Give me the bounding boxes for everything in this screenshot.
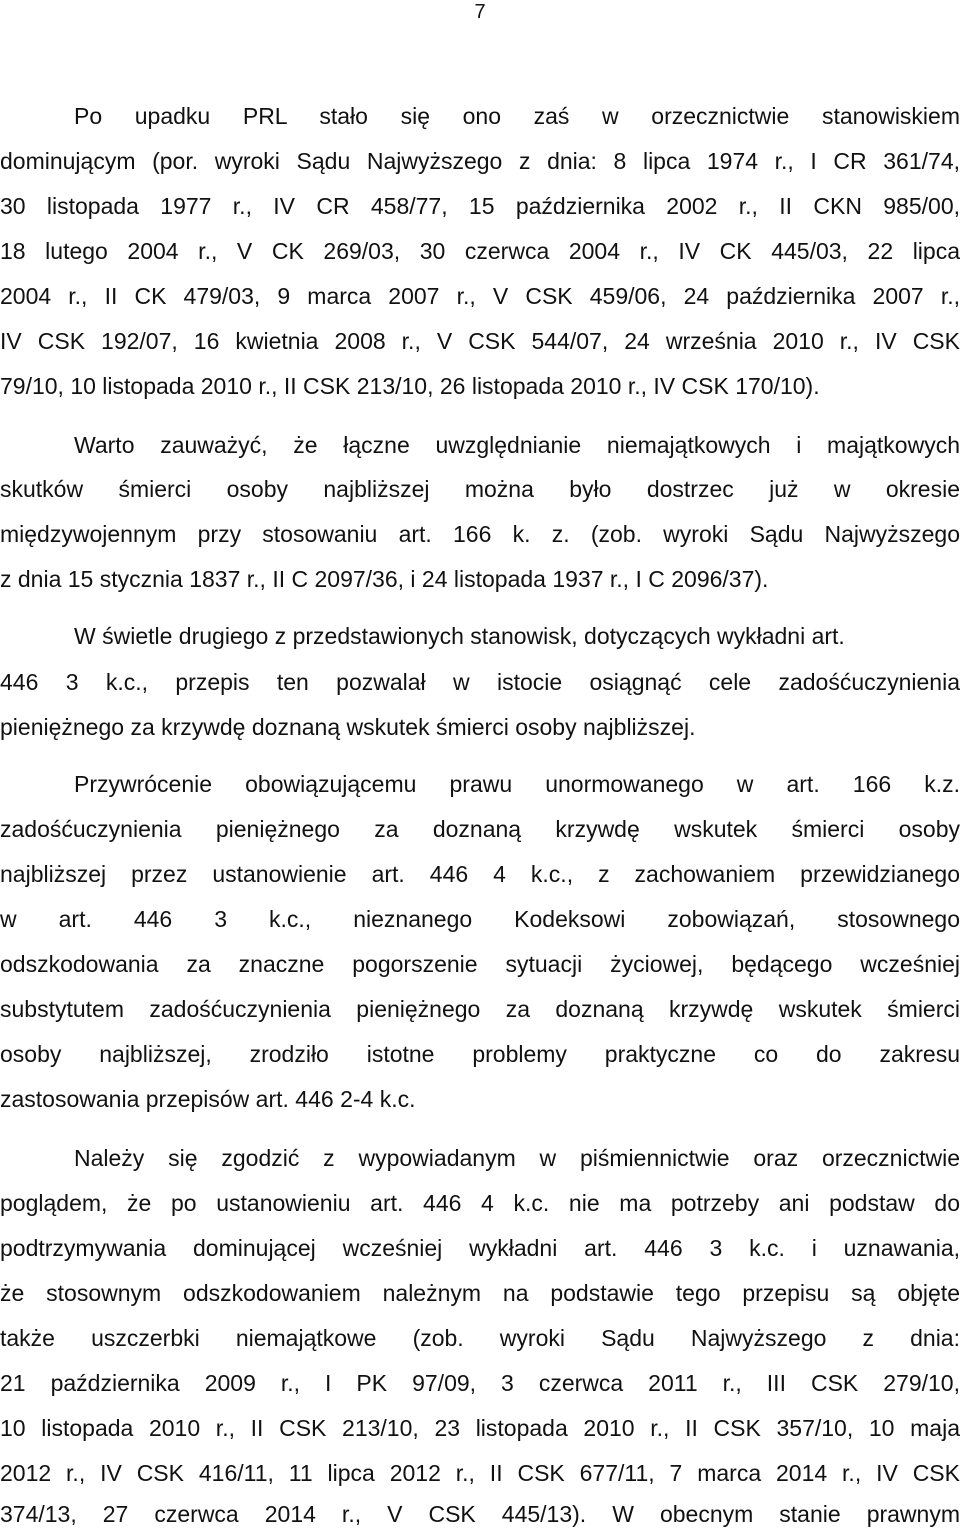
paragraph-1-line-4: 18 lutego 2004 r., V CK 269/03, 30 czerwca 2004 r., IV CK 445/03, 22 lipca [0, 238, 960, 264]
paragraph-1-line-1: Po upadku PRL stało się ono zaś w orzecznictwie stanowiskiem [74, 103, 960, 129]
paragraph-2-line-4: z dnia 15 stycznia 1837 r., II C 2097/36, i 24 listopada 1937 r., I C 2096/37). [0, 566, 769, 592]
paragraph-5-line-6: 21 października 2009 r., I PK 97/09, 3 czerwca 2011 r., III CSK 279/10, [0, 1370, 960, 1396]
paragraph-4-line-8: zastosowania przepisów art. 446 2-4 k.c. [0, 1086, 416, 1112]
paragraph-5-line-9: 374/13, 27 czerwca 2014 r., V CSK 445/13). W obecnym stanie prawnym [0, 1501, 960, 1527]
paragraph-4-line-1: Przywrócenie obowiązującemu prawu unormowanego w art. 166 k.z. [74, 771, 960, 797]
paragraph-1-line-5: 2004 r., II CK 479/03, 9 marca 2007 r., V CSK 459/06, 24 października 2007 r., [0, 283, 960, 309]
paragraph-3-line-1: W świetle drugiego z przedstawionych stanowisk, dotyczących wykładni art. [74, 623, 845, 649]
paragraph-1-line-7: 79/10, 10 listopada 2010 r., II CSK 213/10, 26 listopada 2010 r., IV CSK 170/10). [0, 373, 820, 399]
page-number: 7 [474, 1, 486, 23]
paragraph-5-line-5: także uszczerbki niemajątkowe (zob. wyroki Sądu Najwyższego z dnia: [0, 1325, 960, 1351]
paragraph-5-line-1: Należy się zgodzić z wypowiadanym w piśmiennictwie oraz orzecznictwie [74, 1145, 960, 1171]
paragraph-3-line-3: pieniężnego za krzywdę doznaną wskutek śmierci osoby najbliższej. [0, 714, 696, 740]
paragraph-5-line-2: poglądem, że po ustanowieniu art. 446 4 k.c. nie ma potrzeby ani podstaw do [0, 1190, 960, 1216]
paragraph-4-line-7: osoby najbliższej, zrodziło istotne problemy praktyczne co do zakresu [0, 1041, 960, 1067]
paragraph-4-line-5: odszkodowania za znaczne pogorszenie sytuacji życiowej, będącego wcześniej [0, 951, 960, 977]
paragraph-1-line-2: dominującym (por. wyroki Sądu Najwyższego z dnia: 8 lipca 1974 r., I CR 361/74, [0, 148, 960, 174]
paragraph-5-line-8: 2012 r., IV CSK 416/11, 11 lipca 2012 r., II CSK 677/11, 7 marca 2014 r., IV CSK [0, 1460, 960, 1486]
paragraph-1-line-3: 30 listopada 1977 r., IV CR 458/77, 15 października 2002 r., II CKN 985/00, [0, 193, 960, 219]
paragraph-2-line-3: międzywojennym przy stosowaniu art. 166 k. z. (zob. wyroki Sądu Najwyższego [0, 521, 960, 547]
paragraph-4-line-6: substytutem zadośćuczynienia pieniężnego za doznaną krzywdę wskutek śmierci [0, 996, 960, 1022]
paragraph-5-line-7: 10 listopada 2010 r., II CSK 213/10, 23 listopada 2010 r., II CSK 357/10, 10 maja [0, 1415, 960, 1441]
paragraph-2-line-1: Warto zauważyć, że łączne uwzględnianie niemajątkowych i majątkowych [74, 432, 960, 458]
paragraph-5-line-4: że stosownym odszkodowaniem należnym na podstawie tego przepisu są objęte [0, 1280, 960, 1306]
paragraph-3-line-2: 446 3 k.c., przepis ten pozwalał w istocie osiągnąć cele zadośćuczynienia [0, 669, 960, 695]
paragraph-1-line-6: IV CSK 192/07, 16 kwietnia 2008 r., V CSK 544/07, 24 września 2010 r., IV CSK [0, 328, 960, 354]
paragraph-5-line-3: podtrzymywania dominującej wcześniej wykładni art. 446 3 k.c. i uznawania, [0, 1235, 960, 1261]
paragraph-4-line-3: najbliższej przez ustanowienie art. 446 4 k.c., z zachowaniem przewidzianego [0, 861, 960, 887]
paragraph-4-line-2: zadośćuczynienia pieniężnego za doznaną krzywdę wskutek śmierci osoby [0, 816, 960, 842]
paragraph-2-line-2: skutków śmierci osoby najbliższej można było dostrzec już w okresie [0, 476, 960, 502]
paragraph-4-line-4: w art. 446 3 k.c., nieznanego Kodeksowi zobowiązań, stosownego [0, 906, 960, 932]
